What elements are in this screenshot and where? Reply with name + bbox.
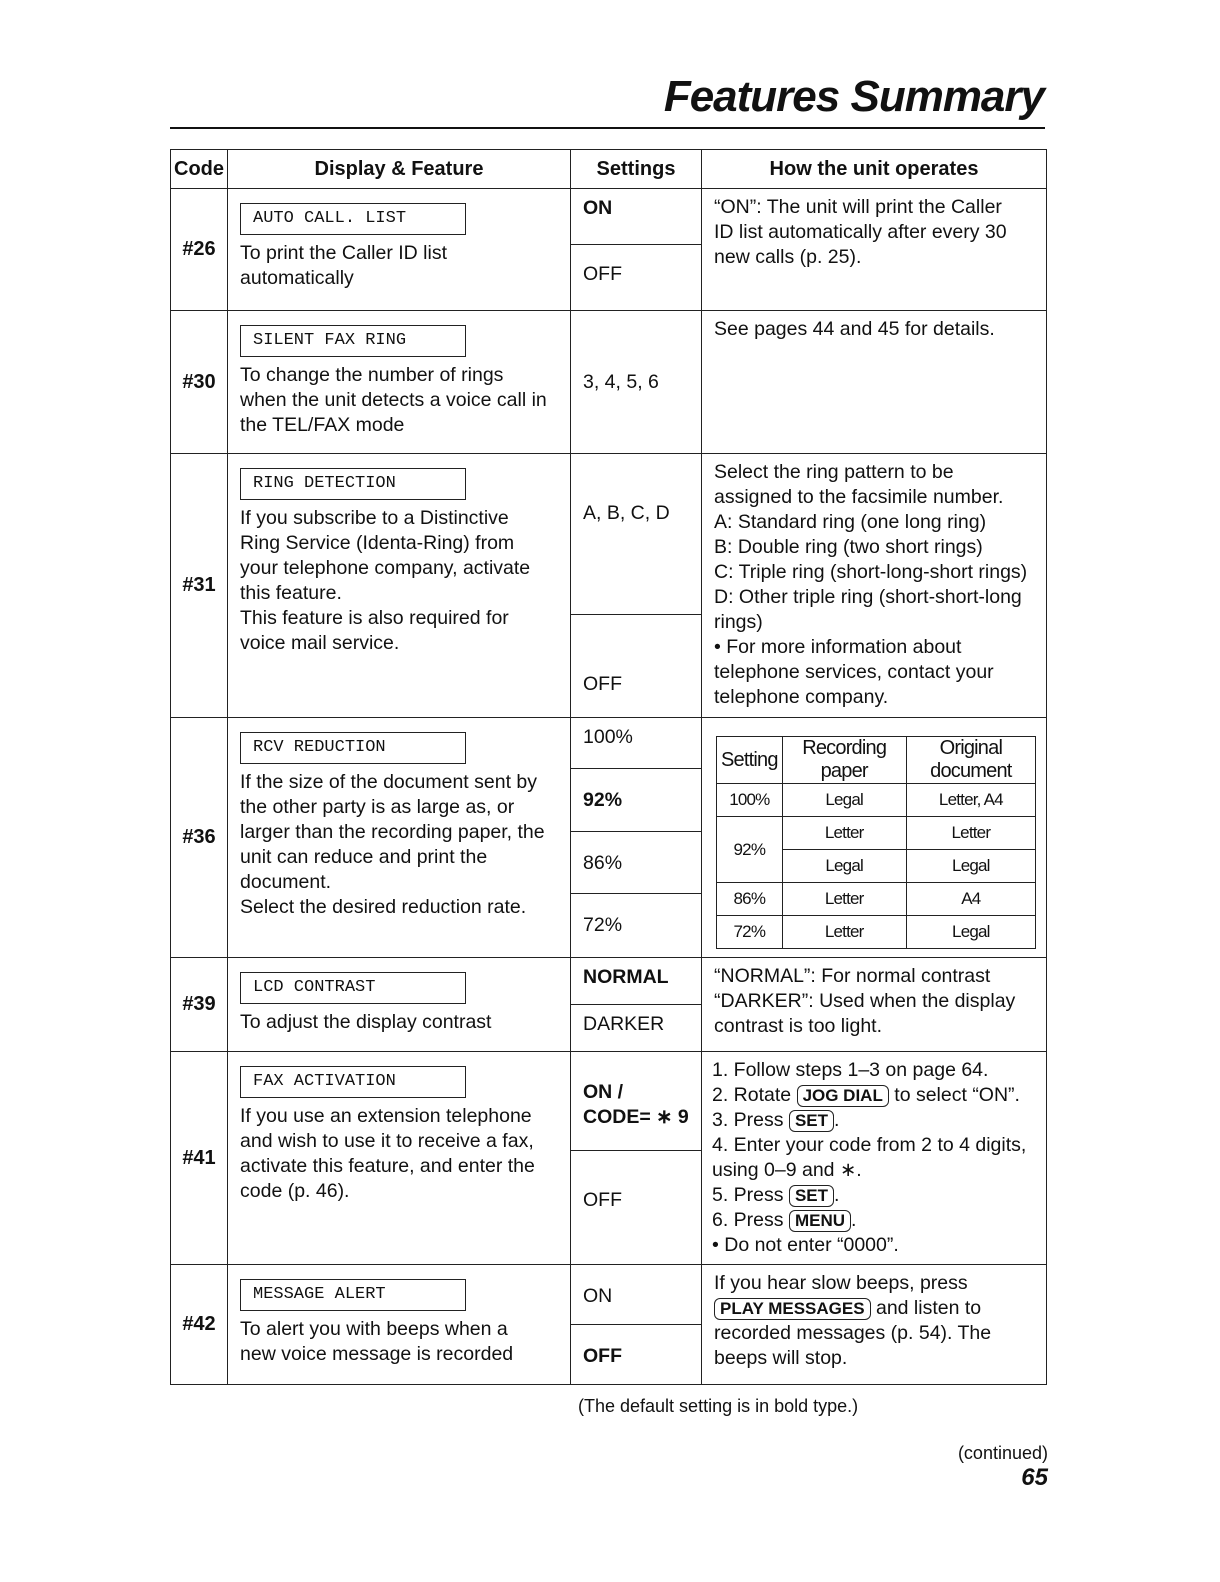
settings-cell: [571, 958, 702, 1052]
feature-description: To change the number of rings when the unit detects a voice call in the TEL/FAX mode: [240, 364, 547, 436]
setting-option: 92%: [571, 769, 701, 832]
operation-cell: If you hear slow beeps, press PLAY MESSAGES and listen to recorded messages (p. 54). The beeps will stop.: [702, 1265, 1047, 1385]
lcd-display: RING DETECTION: [240, 468, 466, 500]
code-cell: #26: [171, 189, 228, 311]
reduction-cell: Legal: [906, 850, 1035, 883]
setting-option: ON: [571, 189, 701, 245]
operation-cell: [702, 1052, 1047, 1265]
reduction-header: Setting: [717, 737, 783, 784]
reduction-cell: 72%: [717, 916, 783, 949]
settings-cell: [571, 718, 702, 958]
step-5: 5. Press SET .: [712, 1184, 840, 1206]
reduction-header: Recording paper: [782, 737, 906, 784]
lcd-display: FAX ACTIVATION: [240, 1066, 466, 1098]
reduction-header: Original document: [906, 737, 1035, 784]
operation-cell: See pages 44 and 45 for details.: [702, 311, 1047, 454]
setting-option: 100%: [571, 718, 701, 769]
feature-description: If you subscribe to a Distinctive Ring Service (Identa-Ring) from your telephone company, activate this feature. This feature is also required for voice mail service.: [240, 507, 531, 654]
reduction-cell: Letter, A4: [906, 784, 1035, 817]
settings-cell: [571, 189, 702, 311]
setting-option: 86%: [571, 832, 701, 895]
step-1: 1. Follow steps 1–3 on page 64.: [712, 1059, 989, 1081]
code-cell: #31: [171, 454, 228, 718]
step-4: 4. Enter your code from 2 to 4 digits, using 0–9 and ∗.: [712, 1134, 1027, 1181]
header-code: Code: [171, 150, 228, 189]
reduction-cell: Letter: [782, 916, 906, 949]
step-6: 6. Press MENU .: [712, 1209, 857, 1231]
lcd-display: LCD CONTRAST: [240, 972, 466, 1004]
feature-description: If the size of the document sent by the other party is as large as, or larger than the recording paper, the unit can reduce and print the document. Select the desired reduction rate.: [240, 771, 545, 918]
reduction-cell: Letter: [782, 883, 906, 916]
reduction-table: [716, 736, 1036, 949]
setting-option: ON / CODE= ∗ 9: [571, 1052, 701, 1151]
feature-cell: [228, 1265, 571, 1385]
reduction-cell: 100%: [717, 784, 783, 817]
reduction-cell: A4: [906, 883, 1035, 916]
step-3: 3. Press SET .: [712, 1109, 840, 1131]
lcd-display: SILENT FAX RING: [240, 325, 466, 357]
reduction-cell: Legal: [782, 850, 906, 883]
settings-cell: [571, 454, 702, 718]
row-41: [171, 1052, 1047, 1265]
reduction-cell: Letter: [782, 817, 906, 850]
continued-label: (continued): [957, 1443, 1048, 1463]
row-30: [171, 311, 1047, 454]
setting-option: OFF: [583, 1189, 622, 1211]
reduction-cell: 86%: [717, 883, 783, 916]
settings-cell: [571, 1265, 702, 1385]
row-36: [171, 718, 1047, 958]
feature-description: To print the Caller ID list automatically: [240, 242, 447, 289]
reduction-cell: Letter: [906, 817, 1035, 850]
setting-option: 3, 4, 5, 6: [571, 311, 702, 454]
feature-description: If you use an extension telephone and wish to use it to receive a fax, activate this feature, and enter the code (p. 46).: [240, 1105, 535, 1202]
reduction-cell: 92%: [717, 817, 783, 883]
title-rule: [170, 127, 1045, 129]
code-cell: #42: [171, 1265, 228, 1385]
setting-option: DARKER: [583, 1012, 665, 1035]
lcd-display: RCV REDUCTION: [240, 732, 466, 764]
reduction-cell: Legal: [906, 916, 1035, 949]
jog-dial-key: JOG DIAL: [797, 1085, 889, 1107]
set-key: SET: [789, 1110, 834, 1132]
feature-cell: [228, 311, 571, 454]
setting-option: 72%: [583, 914, 623, 937]
play-messages-key: PLAY MESSAGES: [714, 1298, 871, 1320]
feature-cell: [228, 718, 571, 958]
feature-description: To alert you with beeps when a new voice message is recorded: [240, 1318, 514, 1365]
operation-cell: “NORMAL”: For normal contrast “DARKER”: Used when the display contrast is too light.: [702, 958, 1047, 1052]
lcd-display: AUTO CALL. LIST: [240, 203, 466, 235]
footnote: (The default setting is in bold type.): [578, 1396, 859, 1416]
setting-option: OFF: [583, 673, 622, 695]
feature-cell: [228, 189, 571, 311]
row-39: [171, 958, 1047, 1052]
lcd-display: MESSAGE ALERT: [240, 1279, 466, 1311]
operation-cell: Select the ring pattern to be assigned to the facsimile number. A: Standard ring (one long ring) B: Double ring (two short rings) C: Triple ring (short-long-short rings) D: Other triple ring (short-short-long rings) • For more information about telephone services, contact your telephone company.: [702, 454, 1047, 718]
row-26: [171, 189, 1047, 311]
reduction-cell: Legal: [782, 784, 906, 817]
code-cell: #30: [171, 311, 228, 454]
menu-key: MENU: [789, 1210, 851, 1232]
setting-option: OFF: [583, 262, 622, 285]
row-31: [171, 454, 1047, 718]
setting-option: A, B, C, D: [571, 454, 701, 615]
setting-option: NORMAL: [571, 958, 701, 1005]
feature-description: To adjust the display contrast: [240, 1011, 492, 1033]
set-key: SET: [789, 1185, 834, 1207]
code-cell: #39: [171, 958, 228, 1052]
operation-cell: “ON”: The unit will print the Caller ID list automatically after every 30 new calls (p. 25).: [702, 189, 1047, 311]
header-settings: Settings: [571, 150, 702, 189]
features-table: [170, 149, 1047, 1385]
setting-option: ON: [571, 1265, 701, 1325]
page-number: 65: [1021, 1464, 1048, 1491]
feature-cell: [228, 454, 571, 718]
note: • Do not enter “0000”.: [712, 1234, 899, 1256]
header-feature: Display & Feature: [228, 150, 571, 189]
setting-option: OFF: [583, 1344, 622, 1367]
code-cell: #41: [171, 1052, 228, 1265]
header-operation: How the unit operates: [702, 150, 1047, 189]
header-row: [171, 150, 1047, 189]
operation-cell: [702, 718, 1047, 958]
settings-cell: [571, 1052, 702, 1265]
page-title: Features Summary: [663, 72, 1044, 121]
feature-cell: [228, 958, 571, 1052]
step-2: 2. Rotate JOG DIAL to select “ON”.: [712, 1084, 1020, 1106]
row-42: [171, 1265, 1047, 1385]
code-cell: #36: [171, 718, 228, 958]
feature-cell: [228, 1052, 571, 1265]
